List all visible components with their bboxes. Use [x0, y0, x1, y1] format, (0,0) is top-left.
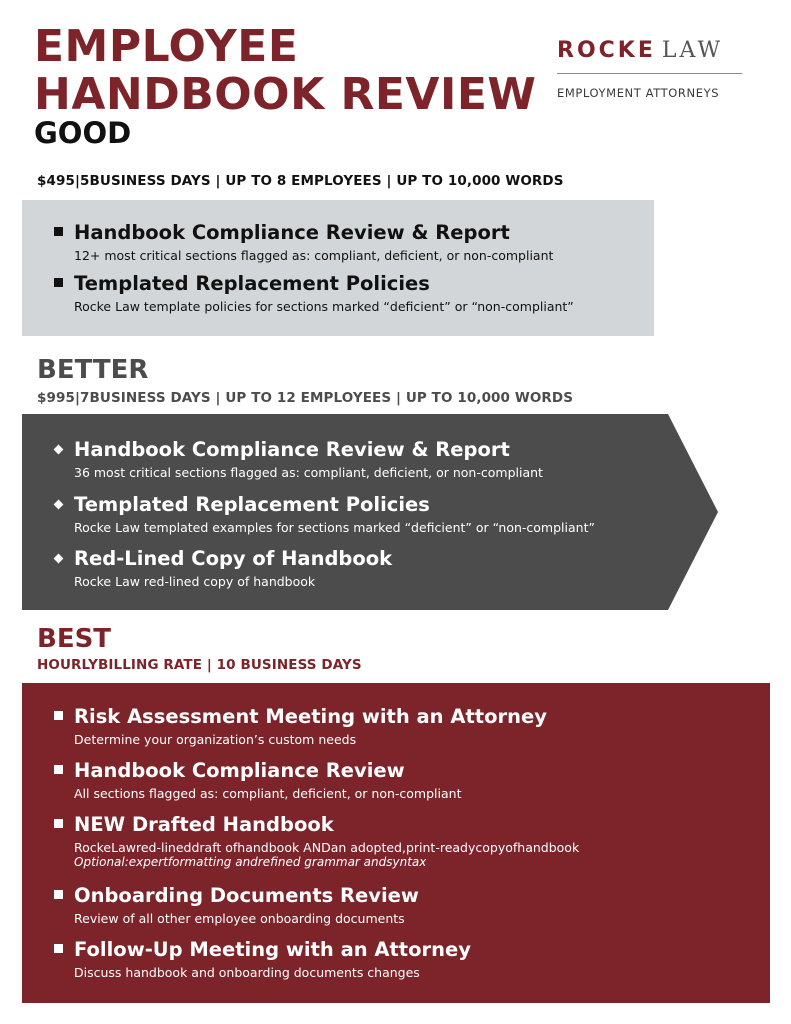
item-description: 36 most critical sections flagged as: compliant, deficient, or non-compliant [74, 465, 543, 480]
square-bullet-icon [54, 226, 63, 239]
logo-law: LAW [661, 38, 724, 63]
diamond-bullet-icon [54, 443, 62, 456]
item-optional-note: Optional:expertformatting andrefined grammar andsyntax [74, 855, 427, 869]
item-description: All sections flagged as: compliant, deficient, or non-compliant [74, 786, 462, 801]
item-description: Rocke Law template policies for sections marked “deficient” or “non-compliant” [74, 299, 574, 314]
tier-better-meta: $995|7BUSINESS DAYS | UP TO 12 EMPLOYEES | UP TO 10,000 WORDS [37, 390, 574, 406]
item-title: Red-Lined Copy of Handbook [74, 547, 393, 570]
rocke-law-logo [557, 38, 742, 100]
item-description: Rocke Law templated examples for sections marked “deficient” or “non-compliant” [74, 520, 595, 535]
item-description: Review of all other employee onboarding documents [74, 911, 405, 926]
square-bullet-icon [54, 818, 63, 831]
item-title: Risk Assessment Meeting with an Attorney [74, 705, 547, 728]
item-description: Discuss handbook and onboarding documents changes [74, 965, 420, 980]
logo-name: ROCKE [557, 38, 656, 63]
square-bullet-icon [54, 764, 63, 777]
item-title: Follow-Up Meeting with an Attorney [74, 938, 471, 961]
logo-divider [557, 73, 742, 74]
square-bullet-icon [54, 710, 63, 723]
item-title: Handbook Compliance Review & Report [74, 221, 510, 244]
item-title: Templated Replacement Policies [74, 272, 430, 295]
tier-better-heading: BETTER [37, 355, 149, 385]
item-description: 12+ most critical sections flagged as: compliant, deficient, or non-compliant [74, 248, 554, 263]
item-title: Onboarding Documents Review [74, 884, 419, 907]
tier-best-heading: BEST [37, 624, 112, 654]
item-description: RockeLawred-lineddraft ofhandbook ANDan adopted,print-readycopyofhandbook [74, 840, 580, 855]
tier-good-panel [22, 200, 654, 336]
page-title-line-1: EMPLOYEE [34, 21, 299, 72]
page-title-line-2: HANDBOOK REVIEW [34, 69, 537, 120]
tier-best-panel [22, 683, 770, 1003]
item-title: Templated Replacement Policies [74, 493, 430, 516]
square-bullet-icon [54, 889, 63, 902]
diamond-bullet-icon [54, 552, 62, 565]
logo-wordmark [557, 38, 742, 63]
diamond-bullet-icon [54, 498, 62, 511]
square-bullet-icon [54, 943, 63, 956]
item-title: Handbook Compliance Review [74, 759, 405, 782]
logo-tagline: EMPLOYMENT ATTORNEYS [557, 86, 720, 100]
tier-best-meta: HOURLYBILLING RATE | 10 BUSINESS DAYS [37, 657, 362, 673]
item-description: Rocke Law red-lined copy of handbook [74, 574, 316, 589]
tier-good-meta: $495|5BUSINESS DAYS | UP TO 8 EMPLOYEES | UP TO 10,000 WORDS [37, 173, 564, 189]
item-description: Determine your organization’s custom needs [74, 732, 357, 747]
tier-better-content [22, 414, 668, 610]
tier-good-heading: GOOD [34, 116, 132, 150]
item-title: Handbook Compliance Review & Report [74, 438, 510, 461]
square-bullet-icon [54, 277, 63, 290]
item-title: NEW Drafted Handbook [74, 813, 334, 836]
